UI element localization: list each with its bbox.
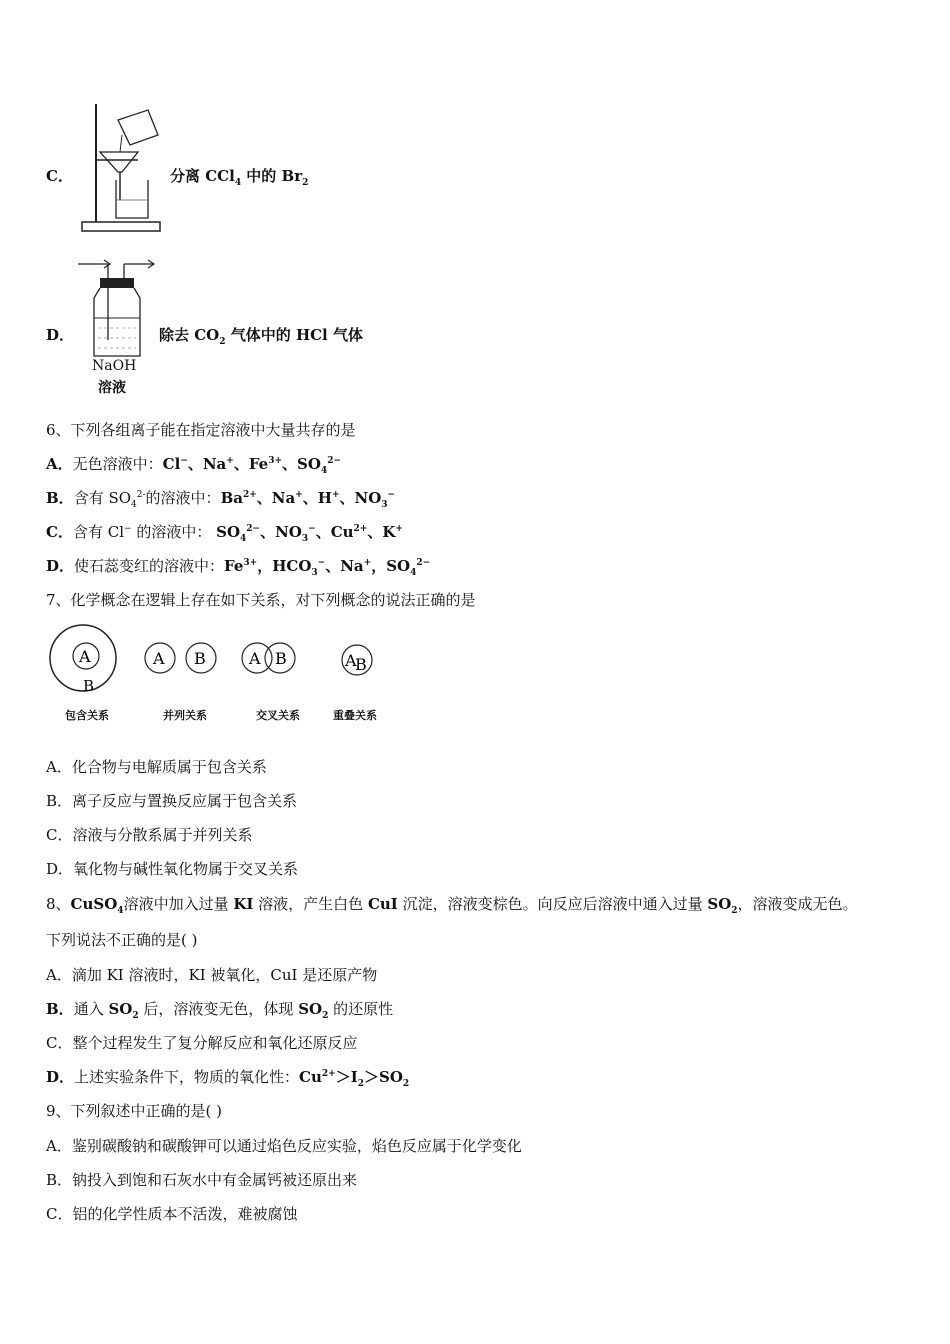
svg-text:A: A (345, 651, 357, 670)
svg-text:A: A (79, 647, 91, 666)
caption-overlap: 重叠关系 (333, 709, 377, 722)
q8-stem-line2: 下列说法不正确的是( ) (46, 931, 198, 949)
gas-washing-bottle-figure (78, 258, 158, 363)
q5-option-c-label: C． (46, 167, 73, 185)
svg-text:B: B (194, 649, 206, 668)
q5-option-d-label: D． (46, 326, 75, 344)
q9-option-a: A．鉴别碳酸钠和碳酸钾可以通过焰色反应实验，焰色反应属于化学变化 (46, 1137, 522, 1155)
q9-stem: 9、下列叙述中正确的是( ) (46, 1102, 223, 1120)
caption-intersection: 交叉关系 (256, 709, 300, 722)
caption-parallel: 并列关系 (163, 709, 207, 722)
filtration-apparatus-figure (78, 100, 168, 235)
q8-option-d: D．上述实验条件下，物质的氧化性：$Cu^{2+}>I_2>SO_2$ (46, 1068, 410, 1089)
svg-text:B: B (83, 677, 95, 695)
naoh-label: NaOH (92, 358, 137, 374)
q7-option-c: C．溶液与分散系属于并列关系 (46, 826, 253, 844)
q5-option-c-text: 分离 CCl$_4$ 中的 $Br_2$ (170, 167, 309, 188)
q7-stem: 7、化学概念在逻辑上存在如下关系，对下列概念的说法正确的是 (46, 591, 476, 609)
q8-option-b: B．通入 $SO_2$ 后，溶液变无色，体现 $SO_2$ 的还原性 (46, 1000, 394, 1021)
svg-text:B: B (275, 649, 287, 668)
q6-option-c: C．含有 Cl− 的溶液中： $SO_4^{2-}$、$NO_3^-$、$Cu^{2+}$、K+ (46, 523, 403, 544)
q6-option-b: B．含有 $SO_4^{2-}$的溶液中：$Ba^{2+}$、Na+、H+、$NO_3^-$ (46, 489, 396, 510)
svg-text:A: A (153, 649, 165, 668)
solution-label: 溶液 (98, 380, 126, 396)
q6-stem: 6、下列各组离子能在指定溶液中大量共存的是 (46, 421, 356, 439)
q8-option-c: C．整个过程发生了复分解反应和氧化还原反应 (46, 1034, 358, 1052)
q8-option-a: A．滴加 KI 溶液时，KI 被氧化，CuI 是还原产物 (46, 966, 378, 984)
concept-relations-diagram (46, 618, 396, 700)
q8-stem-line1: 8、CuSO$_4$溶液中加入过量 KI 溶液，产生白色 CuI 沉淀，溶液变棕色。向反应后溶液中通入过量 $SO_2$，溶液变成无色。 (46, 895, 858, 916)
q7-option-d: D．氧化物与碱性氧化物属于交叉关系 (46, 860, 299, 878)
q7-option-b: B．离子反应与置换反应属于包含关系 (46, 792, 298, 810)
q5-option-d-text: 除去 $CO_2$ 气体中的 HCl 气体 (159, 326, 363, 347)
q6-option-a: A．无色溶液中：Cl−、Na+、$Fe^{3+}$、$SO_4^{2-}$ (46, 455, 341, 476)
q7-option-a: A．化合物与电解质属于包含关系 (46, 758, 267, 776)
q9-option-c: C．铝的化学性质本不活泼，难被腐蚀 (46, 1205, 298, 1223)
q6-option-d: D．使石蕊变红的溶液中：$Fe^{3+}$，$HCO_3^-$、Na+，$SO_4^{2-}$ (46, 557, 431, 578)
q9-option-b: B．钠投入到饱和石灰水中有金属钙被还原出来 (46, 1171, 358, 1189)
svg-text:A: A (249, 649, 261, 668)
svg-text:B: B (355, 655, 367, 674)
caption-inclusion: 包含关系 (65, 709, 109, 722)
